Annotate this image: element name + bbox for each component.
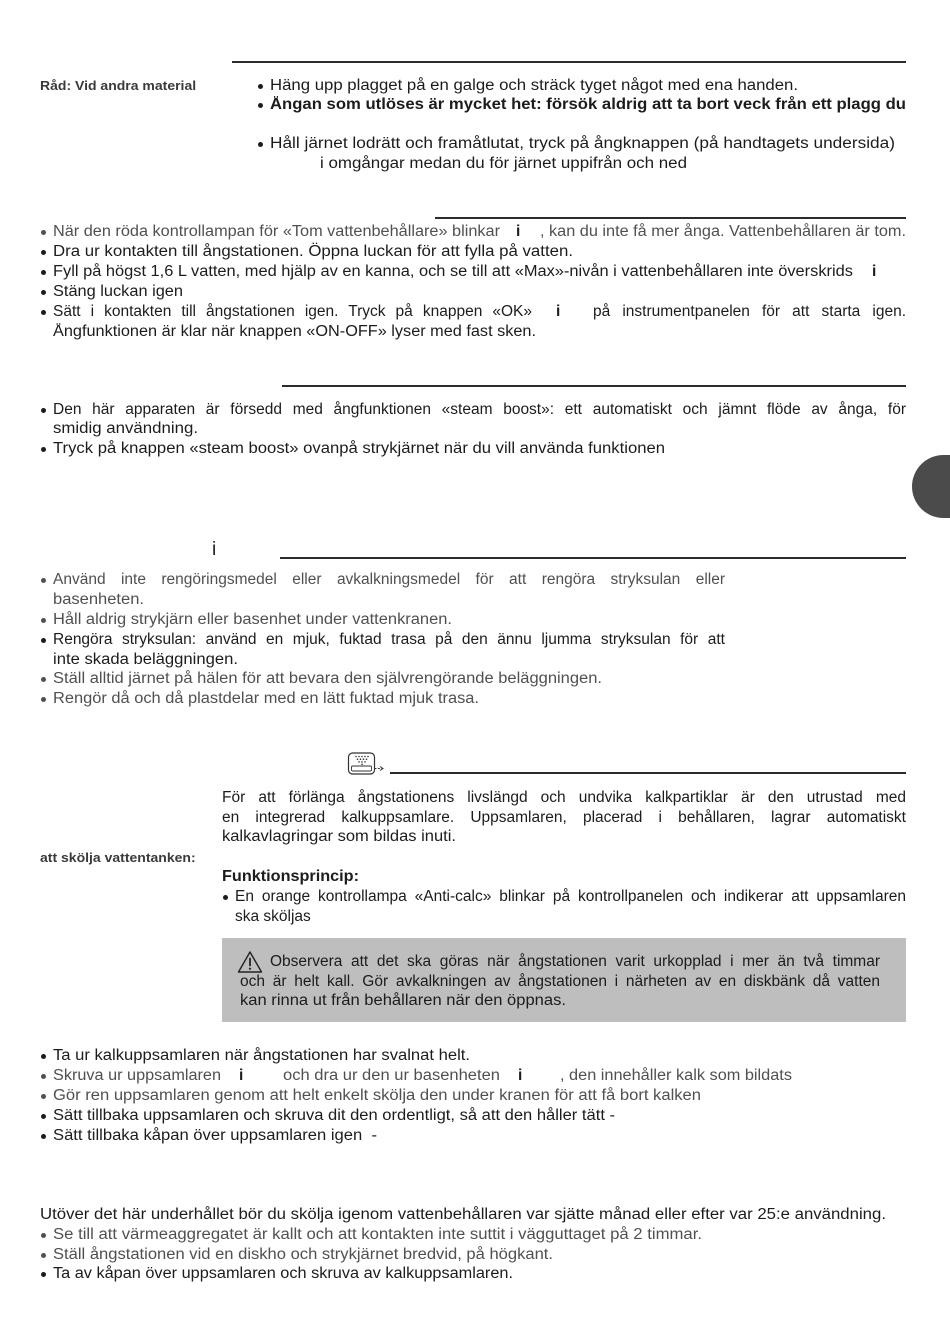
list-item-text: , den innehåller kalk som bildats: [560, 1067, 793, 1084]
figure-ref-text: i: [239, 1067, 244, 1084]
list-item: [53, 689, 479, 709]
bullet-icon: [41, 1094, 46, 1099]
list-item-text: Ta av kåpan över uppsamlaren och skruva av kalkuppsamlaren.: [53, 1265, 514, 1282]
list-item-warning: [270, 95, 906, 115]
list-item-text: Dra ur kontakten till ångstationen. Öppna luckan för att fylla på vatten.: [53, 243, 574, 260]
list-item-continuation: [53, 650, 238, 670]
figure-ref: [518, 1066, 522, 1086]
list-item-continuation: [53, 590, 144, 610]
list-item-text: Stäng luckan igen: [53, 283, 183, 300]
list-item-text-after-ref: [560, 1066, 792, 1086]
figure-ref: [516, 222, 520, 242]
list-item: [270, 76, 798, 96]
list-item-text: Se till att värmeaggregatet är kallt och att kontakten inte suttit i vägguttaget på 2 timmar.: [53, 1226, 702, 1243]
figure-ref-text: i: [872, 263, 877, 280]
list-item: [53, 242, 573, 262]
bullet-icon: [41, 447, 46, 452]
list-item: [53, 1126, 377, 1146]
paragraph-line: [222, 808, 906, 828]
bullet-icon: [41, 1272, 46, 1277]
list-item-text: Sätt tillbaka kåpan över uppsamlaren igen -: [53, 1127, 378, 1144]
warning-text: Observera att det ska göras när ångstationen varit urkopplad i mer än två timmar: [270, 953, 880, 970]
bullet-icon: [223, 895, 228, 900]
bullet-icon: [41, 408, 46, 413]
list-item: [53, 1225, 702, 1245]
list-item-continuation: [235, 907, 311, 927]
warning-line: [270, 952, 880, 972]
section-rule: [282, 385, 906, 387]
side-note: [40, 848, 200, 868]
subheading: [222, 867, 359, 887]
list-item-text: Använd inte rengöringsmedel eller avkalkningsmedel för att rengöra stryksulan eller: [53, 571, 725, 588]
list-item-text-after-ref: [593, 302, 906, 322]
bullet-icon: [41, 1074, 46, 1079]
bullet-icon: [41, 250, 46, 255]
list-item-continuation: [53, 322, 536, 342]
warning-line: [240, 991, 566, 1011]
list-item: [53, 222, 500, 242]
bullet-icon: [41, 310, 46, 315]
figure-ref: [239, 1066, 243, 1086]
bullet-icon: [258, 142, 263, 147]
list-item: [53, 1106, 615, 1126]
list-item: [53, 1245, 553, 1265]
list-item: [53, 630, 725, 650]
list-item-text: Håll aldrig strykjärn eller basenhet under vattenkranen.: [53, 611, 452, 628]
list-item-text: basenheten.: [53, 591, 145, 608]
list-item: [53, 282, 183, 302]
list-item-text: inte skada beläggningen.: [53, 651, 238, 668]
bullet-icon: [41, 1114, 46, 1119]
bullet-icon: [41, 578, 46, 583]
list-item-text-after-ref: [540, 222, 906, 242]
bullet-icon: [41, 230, 46, 235]
bullet-icon: [41, 270, 46, 275]
bullet-icon: [258, 84, 263, 89]
figure-ref-text: i: [516, 223, 521, 240]
list-item-text: Ställ ångstationen vid en diskho och strykjärnet bredvid, på högkant.: [53, 1246, 554, 1263]
list-item-text: Gör ren uppsamlaren genom att helt enkelt skölja den under kranen för att få bort kalken: [53, 1087, 701, 1104]
warning-text: och är helt kall. Gör avkalkningen av ångstationen i närheten av en diskbänk då vatten: [240, 973, 880, 990]
list-item-continuation: [320, 154, 687, 174]
section-rule: [435, 217, 906, 219]
list-item-text: Den här apparaten är försedd med ångfunktionen «steam boost»: ett automatiskt och jämnt flöde av ånga, för: [53, 401, 906, 418]
list-item-text: i omgångar medan du för järnet uppifrån och ned: [320, 155, 688, 172]
warning-text: kan rinna ut från behållaren när den öppnas.: [240, 992, 566, 1009]
list-item-text: , kan du inte få mer ånga. Vattenbehållaren är tom.: [540, 223, 907, 240]
bullet-icon: [41, 697, 46, 702]
figure-ref: [872, 262, 876, 282]
list-item: [53, 1264, 513, 1284]
list-item: [270, 134, 895, 154]
list-item: [235, 887, 906, 907]
bullet-icon: [41, 1054, 46, 1059]
list-item: [53, 610, 452, 630]
list-item-text: Ångfunktionen är klar när knappen «ON-OFF» lyser med fast sken.: [53, 323, 537, 340]
chapter-tab: [912, 455, 950, 518]
bullet-icon: [41, 290, 46, 295]
list-item: [53, 1066, 221, 1086]
warning-line: [240, 972, 880, 992]
list-item-text: Tryck på knappen «steam boost» ovanpå strykjärnet när du vill använda funktionen: [53, 440, 665, 457]
warning-triangle-icon: [237, 950, 263, 974]
list-item: [53, 1086, 701, 1106]
list-item-text: Häng upp plagget på en galge och sträck tyget något med ena handen.: [270, 77, 799, 94]
list-item: [53, 262, 853, 282]
list-item: [53, 1046, 470, 1066]
list-item-text: och dra ur den ur basenheten: [283, 1067, 501, 1084]
list-item-text: Ställ alltid järnet på hälen för att bevara den självrengörande beläggningen.: [53, 670, 603, 687]
figure-ref: [556, 302, 560, 322]
list-item-text: Rengör då och då plastdelar med en lätt fuktad mjuk trasa.: [53, 690, 479, 707]
heading-figure-ref: [212, 538, 216, 562]
bullet-icon: [41, 1253, 46, 1258]
list-item-text: Fyll på högst 1,6 L vatten, med hjälp av en kanna, och se till att «Max»-nivån i vattenbehållaren inte överskrids: [53, 263, 853, 280]
list-item-text: Ta ur kalkuppsamlaren när ångstationen har svalnat helt.: [53, 1047, 470, 1064]
figure-ref-text: i: [556, 303, 561, 320]
list-item-text: Sätt tillbaka uppsamlaren och skruva dit den ordentligt, så att den håller tätt -: [53, 1107, 616, 1124]
side-note-text: Råd: Vid andra material: [40, 79, 197, 93]
list-item: [53, 400, 906, 420]
paragraph-line: [222, 827, 456, 847]
list-item-continuation: [53, 419, 198, 439]
paragraph-text: en integrerad kalkuppsamlare. Uppsamlaren, placerad i behållaren, lagrar automatiskt: [222, 809, 906, 826]
side-note: [40, 76, 200, 96]
list-item-text-after-ref: [283, 1066, 500, 1086]
paragraph-line: [40, 1205, 886, 1225]
side-note-text: att skölja vattentanken:: [40, 851, 196, 865]
list-item-text: När den röda kontrollampan för «Tom vattenbehållare» blinkar: [53, 223, 501, 240]
section-rule: [232, 61, 906, 63]
bullet-icon: [41, 677, 46, 682]
list-item-text: Rengöra stryksulan: använd en mjuk, fuktad trasa på den ännu ljumma stryksulan för att: [53, 631, 725, 648]
list-item-text: ska sköljas: [235, 908, 311, 925]
paragraph-text: Utöver det här underhållet bör du skölja igenom vattenbehållaren var sjätte månad eller efter var 25:e användning.: [40, 1206, 886, 1223]
subheading-text: Funktionsprincip:: [222, 868, 360, 885]
bullet-icon: [258, 103, 263, 108]
bullet-icon: [41, 1233, 46, 1238]
list-item: [53, 570, 725, 590]
section-rule: [390, 772, 906, 774]
list-item-text: Skruva ur uppsamlaren: [53, 1067, 222, 1084]
list-item-text: Ångan som utlöses är mycket het: försök aldrig att ta bort veck från ett plagg du: [270, 96, 906, 113]
list-item: [53, 439, 665, 459]
bullet-icon: [41, 618, 46, 623]
paragraph-text: kalkavlagringar som bildas inuti.: [222, 828, 456, 845]
list-item: [53, 669, 602, 689]
list-item-text: En orange kontrollampa «Anti-calc» blinkar på kontrollpanelen och indikerar att uppsamlaren: [235, 888, 906, 905]
figure-ref-text: i: [518, 1067, 523, 1084]
bullet-icon: [41, 1134, 46, 1139]
bullet-icon: [41, 638, 46, 643]
list-item-text: Håll järnet lodrätt och framåtlutat, tryck på ångknappen (på handtagets undersida): [270, 135, 895, 152]
list-item-text: smidig användning.: [53, 420, 198, 437]
list-item: [53, 302, 532, 322]
list-item-text: Sätt i kontakten till ångstationen igen. Tryck på knappen «OK»: [53, 303, 532, 320]
anti-calc-collector-icon: [347, 751, 385, 777]
list-item-text: på instrumentpanelen för att starta igen.: [593, 303, 906, 320]
paragraph-text: För att förlänga ångstationens livslängd och undvika kalkpartiklar är den utrustad med: [222, 789, 906, 806]
section-rule: [280, 557, 906, 559]
paragraph-line: [222, 788, 906, 808]
figure-ref-text: i: [212, 539, 217, 560]
